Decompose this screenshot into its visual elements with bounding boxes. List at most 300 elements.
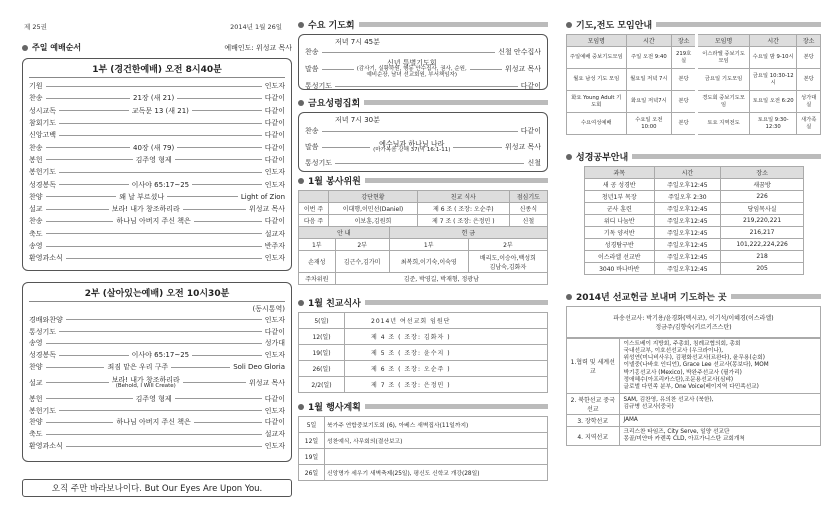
table-cell: 4. 지역선교 <box>567 427 619 446</box>
order-person: 다같이 <box>264 155 285 164</box>
mission-title: 2014년 선교헌금 보내며 기도하는 곳 <box>576 293 727 303</box>
order-row <box>29 428 285 440</box>
table-cell: 토요일 9:30-12:30 <box>749 113 796 135</box>
table-cell: 월요 남성 기도 모임 <box>567 69 627 91</box>
mission-line: 박기홍선교사 (Mexico), 박완주선교사 (필가리) <box>623 369 742 376</box>
table-row <box>567 91 821 113</box>
table-cell: 주일오후12:45 <box>654 179 721 191</box>
second-service-order <box>29 314 285 452</box>
order-person: 인도자 <box>264 442 285 451</box>
order-detail: 왜 날 부르셨나 <box>119 192 165 201</box>
mission-detail <box>619 427 820 446</box>
order-row <box>29 191 285 203</box>
order-row <box>29 215 285 227</box>
worship-leader: 예배인도: 위성교 목사 <box>224 43 292 52</box>
table-cell: 주일오후12:45 <box>654 239 721 251</box>
fri-time: 저녁 7시 30분 <box>335 116 380 124</box>
table-cell: 이보훈,김원희 <box>329 215 418 227</box>
order-row <box>29 393 285 405</box>
table-cell: 이대행,이민선(Daniel) <box>329 203 418 215</box>
order-item: 설교 <box>29 205 43 214</box>
table-cell: 기독 양서반 <box>585 227 655 239</box>
order-person: 인도자 <box>264 315 285 324</box>
mission-line: SAM, 김찬영, 유의찬 선교사 (북한), <box>623 396 714 403</box>
table-cell: 본당 <box>797 69 821 91</box>
table-cell: 주일오후12:45 <box>654 263 721 275</box>
table-row <box>567 339 820 394</box>
order-detail: 21장 (새 21) <box>132 94 175 103</box>
table-cell: 205 <box>721 263 804 275</box>
order-row <box>29 105 285 117</box>
mission-intro-2: 정금주/김향숙(키르키즈스탄) <box>655 324 732 331</box>
table-row <box>299 377 548 393</box>
table-row <box>567 414 820 426</box>
table-row <box>299 361 548 377</box>
table-cell: 북가주 연합중보기도회 (6), 아베스 새벽집사(11일까지) <box>325 417 548 433</box>
fri-order <box>305 125 541 169</box>
wed-box <box>298 34 548 90</box>
table-row <box>299 417 548 433</box>
table-row <box>585 227 804 239</box>
table-cell: 수요여성예배 <box>567 113 627 135</box>
info-column <box>566 0 821 507</box>
table-cell: 최복희,이기숙,이숙영 <box>389 251 468 273</box>
table-cell: 신종식 <box>509 203 547 215</box>
order-item: 봉헌 <box>29 394 43 403</box>
order-item: 성경봉독 <box>29 351 57 360</box>
fri-title: 금요성령집회 <box>308 99 361 109</box>
table-cell: 제 5 조 ( 조장: 윤수지 ) <box>345 345 548 361</box>
table-cell: 2/2(일) <box>299 377 345 393</box>
wed-title: 수요 기도회 <box>308 21 355 31</box>
table-cell: 신앙명가 세우기 새벽축제(25일), 평신도 신학교 개강(28일) <box>325 465 548 481</box>
order-item: 경배와찬양 <box>29 315 63 324</box>
first-service-box <box>22 58 292 271</box>
order-person: 다같이 <box>264 327 285 336</box>
service-title: 1월 봉사위원 <box>308 177 361 187</box>
table-cell: 주일오후12:45 <box>654 227 721 239</box>
fri-box <box>298 112 548 172</box>
order-person: 다같이 <box>264 418 285 427</box>
order-person: 인도자 <box>264 180 286 189</box>
order-item: 찬양 <box>29 192 43 201</box>
mission-detail <box>619 339 820 394</box>
order-person: 인도자 <box>264 168 285 177</box>
mission-line: 이넬중(나바호 인디언), Grace Lee 선교사(몽보다), MOM <box>623 362 769 369</box>
order-person: 위성교 목사 <box>248 205 286 214</box>
table-cell: 19일 <box>299 449 325 465</box>
cell-line: 배리도,이승아,백성희 <box>479 254 536 262</box>
table-row <box>567 113 821 135</box>
table-cell: 226 <box>721 191 804 203</box>
motto-footer: 오직 주만 바라보나이다. But Our Eyes Are Upon You. <box>22 479 292 497</box>
order-item: 찬송 <box>29 94 43 103</box>
mission-line: JAMA <box>623 416 638 423</box>
guide-header: 안 내 <box>299 227 390 239</box>
order-person: 다같이 <box>520 82 541 90</box>
order-row <box>29 405 285 417</box>
table-cell: 성가대실 <box>797 91 821 113</box>
order-person: Soli Deo Gloria <box>233 363 285 372</box>
bible-heading <box>566 150 821 163</box>
table-row <box>567 393 820 414</box>
table-cell: 26일 <box>299 465 325 481</box>
detail-line: (Behold, I Will Create) <box>115 382 176 389</box>
order-detail: 이사야 65:17~25 <box>131 180 190 189</box>
offering-header: 헌 금 <box>389 227 547 239</box>
second-service-box <box>22 282 292 462</box>
order-person: 다같이 <box>264 106 286 115</box>
service-col-pulpit: 강단현황 <box>329 191 418 203</box>
order-row <box>29 117 285 129</box>
order-detail: 하나님 아버지 주신 책은 <box>116 418 191 427</box>
table-cell: 219호실 <box>672 47 697 69</box>
bullet-icon <box>298 22 304 28</box>
table-cell: 제 7 조 ( 조장: 은정민 ) <box>417 215 509 227</box>
issue-number: 제 25권 <box>24 23 47 31</box>
order-row <box>29 166 285 178</box>
order-person: 다같이 <box>264 94 285 103</box>
table-cell: 화요일 저녁7시 <box>626 91 672 113</box>
table-cell: 26(일) <box>299 361 345 377</box>
table-row <box>585 263 804 275</box>
row-label: 다음 주 <box>299 215 329 227</box>
order-person: 다같이 <box>264 217 285 226</box>
table-cell: 장소 <box>797 35 821 47</box>
table-cell: 218 <box>721 251 804 263</box>
service-col-meal: 친교 식사 <box>417 191 509 203</box>
bullet-icon <box>22 45 28 51</box>
table-row <box>585 191 804 203</box>
table-cell: 본당 <box>672 113 697 135</box>
mission-line: 국내선교부, 이호선선교사 (우크라이나), <box>623 348 724 355</box>
order-row <box>305 125 541 137</box>
bible-table <box>584 166 804 275</box>
order-person: 신철 <box>527 159 541 167</box>
table-cell: 수요일 오전 10:00 <box>626 113 672 135</box>
order-row <box>29 240 285 252</box>
order-person: 인도자 <box>264 406 285 415</box>
order-item: 통성기도 <box>29 327 57 336</box>
table-row <box>299 329 548 345</box>
events-table <box>298 416 548 481</box>
order-item: 찬송 <box>305 127 319 135</box>
prayer-heading <box>566 18 821 31</box>
table-row <box>585 179 804 191</box>
table-cell: 시간 <box>626 35 672 47</box>
table-row <box>567 427 820 446</box>
detail-line: 예수님과 하나님 나라 <box>379 139 445 148</box>
table-cell: 화요 Young Adult 기도회 <box>567 91 627 113</box>
first-service-order <box>29 80 285 264</box>
mission-line: 정애혜수(아프리카스탄),조문용선교사(심뱌) <box>623 376 734 383</box>
mission-detail <box>619 393 820 414</box>
order-person: 다같이 <box>264 131 285 140</box>
fellowship-title: 1월 친교식사 <box>308 299 361 309</box>
table-cell: 5(일) <box>299 313 345 329</box>
fellowship-table <box>298 312 548 393</box>
table-cell: 청년1부 목장 <box>585 191 655 203</box>
order-row <box>29 326 285 338</box>
cell-line: 김남숙,김화자 <box>489 263 527 271</box>
part-label: 1부 <box>299 239 336 251</box>
table-row <box>585 203 804 215</box>
wed-time: 저녁 7시 45분 <box>335 38 380 46</box>
order-item: 찬송 <box>29 217 43 226</box>
order-row <box>29 203 285 215</box>
detail-line: (감사기, 실황하원, 행동 안수집사, 권사, 순원, <box>356 66 467 72</box>
order-person: 인도자 <box>264 351 286 360</box>
table-cell: 장소 <box>672 35 697 47</box>
table-cell: 216,217 <box>721 227 804 239</box>
issue-date: 2014년 1월 26일 <box>230 23 282 31</box>
order-row <box>29 338 285 350</box>
detail-line: 신년 특별기도회 <box>386 59 437 67</box>
order-item: 찬양 <box>29 363 43 372</box>
order-item: 통성기도 <box>305 159 333 167</box>
order-row <box>29 154 285 166</box>
order-item: 설교 <box>29 378 43 387</box>
order-row <box>29 178 285 190</box>
order-person: 다같이 <box>264 119 285 128</box>
order-item: 말씀 <box>305 143 319 151</box>
table-cell: 시간 <box>654 167 721 179</box>
table-cell: 새 공 성경반 <box>585 179 655 191</box>
table-cell: 신철 <box>509 215 547 227</box>
table-row <box>299 465 548 481</box>
order-person: 설교자 <box>264 229 285 238</box>
table-cell: 제 6 조 ( 조장: 오순주) <box>417 203 509 215</box>
order-row <box>305 57 541 81</box>
order-item: 환영과소식 <box>29 254 63 263</box>
order-item: 송영 <box>29 242 43 250</box>
row-label: 주차위원 <box>299 273 336 285</box>
table-cell: 제 4 조 ( 조장: 김화자 ) <box>345 329 548 345</box>
table-cell <box>325 449 548 465</box>
table-cell: 본당 <box>672 69 697 91</box>
table-cell: 김준, 박영길, 박재형, 정광남 <box>335 273 547 285</box>
mission-line: 몽골/미얀마 카렌족 CLD, 아프가니스탄 교회개척 <box>623 436 745 443</box>
order-person: 위성교 목사 <box>504 65 541 73</box>
table-cell: 경도회 중보기도모임 <box>697 91 750 113</box>
bullet-icon <box>566 154 572 160</box>
order-detail <box>373 141 450 154</box>
order-detail: 죄짐 맡은 우리 구주 <box>107 363 169 372</box>
mission-line: 크리스찬 타임즈, City Serve, 일양 선교단 <box>623 429 730 435</box>
table-cell: 위디 나눔반 <box>585 215 655 227</box>
order-item: 축도 <box>29 229 43 238</box>
table-cell: 주일오후12:45 <box>654 251 721 263</box>
table-row <box>299 345 548 361</box>
table-cell: 이스라엘 중보기도모임 <box>697 47 750 69</box>
order-detail: 이사야 65:17~25 <box>131 351 190 360</box>
prayer-table <box>566 34 821 135</box>
order-item: 봉헌기도 <box>29 168 57 177</box>
order-item: 성시교독 <box>29 106 57 115</box>
wed-order <box>305 47 541 91</box>
table-cell: 손재성 <box>299 251 336 273</box>
order-item: 찬양 <box>29 418 43 427</box>
table-cell: 3. 장학선교 <box>567 414 619 426</box>
table-cell: 본당 <box>797 47 821 69</box>
order-row <box>29 141 285 153</box>
order-person: 위성교 목사 <box>504 143 542 151</box>
order-person: 위성교 목사 <box>248 378 286 387</box>
part-label: 2부 <box>468 239 547 251</box>
order-item: 참회기도 <box>29 119 57 128</box>
table-row <box>585 239 804 251</box>
bullet-icon <box>298 300 304 306</box>
bullet-icon <box>298 178 304 184</box>
order-row <box>29 361 285 373</box>
second-service-title: 2부 (살아있는예배) 오전 10시30분 <box>29 286 285 302</box>
table-row <box>299 251 548 273</box>
order-detail: 40장 (새 79) <box>132 143 175 152</box>
order-item: 송영 <box>29 339 43 348</box>
table-cell: 제 6 조 ( 조장: 오순주 ) <box>345 361 548 377</box>
part-label: 1부 <box>389 239 468 251</box>
worship-title: 주일 예배순서 <box>32 43 82 52</box>
table-cell: 새가족실 <box>797 113 821 135</box>
bullet-icon <box>566 22 572 28</box>
table-cell: 주일오후12:45 <box>654 203 721 215</box>
table-cell: 5일 <box>299 417 325 433</box>
table-cell: 금요일 10:30-12시 <box>749 69 796 91</box>
table-cell: 주일오후 2:30 <box>654 191 721 203</box>
table-cell: 219,220,221 <box>721 215 804 227</box>
mission-heading <box>566 290 821 303</box>
table-cell: 시간 <box>749 35 796 47</box>
order-detail: 김주영 형제 <box>135 394 172 403</box>
order-item: 통성기도 <box>305 82 333 90</box>
mission-intro-1: 파송선교사: 박기용/윤경화(멕시코), 이기석/이혜경(이스라엘) <box>613 315 774 322</box>
table-cell: 이스라엘 선교반 <box>585 251 655 263</box>
table-cell: 2. 북한선교 중국선교 <box>567 393 619 414</box>
order-item: 성경봉독 <box>29 180 57 189</box>
table-cell: 김근수,김가미 <box>335 251 389 273</box>
service-heading <box>298 174 548 187</box>
order-row <box>305 157 541 169</box>
table-row <box>585 251 804 263</box>
order-item: 봉헌기도 <box>29 406 57 415</box>
table-cell: 12일 <box>299 433 325 449</box>
table-row <box>567 69 821 91</box>
bullet-icon <box>298 100 304 106</box>
order-person: 인도자 <box>264 254 285 263</box>
order-detail: 김주영 형제 <box>135 155 172 164</box>
order-person: Light of Zion <box>240 192 286 201</box>
order-row <box>29 373 285 393</box>
order-item: 찬송 <box>29 143 43 152</box>
table-row <box>299 203 548 215</box>
service-table <box>298 190 548 227</box>
order-person: 반주자 <box>264 242 285 250</box>
detail-line: (마가복음 강해 37(막 16:1-11) <box>373 146 451 153</box>
table-cell: 주일오후12:45 <box>654 215 721 227</box>
order-row <box>305 47 541 57</box>
table-cell: 장소 <box>721 167 804 179</box>
table-row <box>299 433 548 449</box>
events-heading <box>298 400 548 413</box>
order-row <box>29 440 285 452</box>
table-cell: 19(일) <box>299 345 345 361</box>
interpretation-note: (동시통역) <box>252 305 285 313</box>
mission-detail <box>619 414 820 426</box>
table-row <box>299 215 548 227</box>
order-row <box>305 137 541 157</box>
table-cell: 월요일 저녁 7시 <box>626 69 672 91</box>
order-row <box>305 81 541 91</box>
table-cell: 새꿈방 <box>721 179 804 191</box>
table-cell: 당임목사실 <box>721 203 804 215</box>
mission-intro <box>567 307 820 338</box>
order-detail: 보라! 내가 창조하리라 <box>111 205 180 214</box>
fri-heading <box>298 96 548 109</box>
order-person: 설교자 <box>264 430 285 439</box>
mission-box <box>566 306 821 446</box>
order-row <box>29 228 285 240</box>
wed-heading <box>298 18 548 31</box>
order-item: 봉헌 <box>29 155 43 164</box>
order-person: 다같이 <box>264 143 285 152</box>
table-cell: 주일 오전 9:40 <box>626 47 672 69</box>
events-title: 1월 행사계획 <box>308 403 361 413</box>
order-detail: 교독문 13 (새 21) <box>131 106 189 115</box>
fellowship-heading <box>298 296 548 309</box>
table-row <box>567 47 821 69</box>
order-detail: 하나님 아버지 주신 책은 <box>116 217 191 226</box>
order-row <box>29 314 285 326</box>
table-cell: 101,222,224,226 <box>721 239 804 251</box>
detail-line: 보라! 내가 창조하리라 <box>111 375 180 384</box>
table-cell: 금요일 기도모임 <box>697 69 750 91</box>
bullet-icon <box>298 404 304 410</box>
order-person: 성가대 <box>264 339 285 348</box>
table-cell: 모임명 <box>697 35 750 47</box>
table-cell: 토요일 오전 6:20 <box>749 91 796 113</box>
table-cell: 성경탐구반 <box>585 239 655 251</box>
order-detail <box>112 377 180 390</box>
order-row <box>29 417 285 429</box>
table-cell: 토요 지역전도 <box>697 113 750 135</box>
table-cell: 12(일) <box>299 329 345 345</box>
order-item: 환영과소식 <box>29 442 63 451</box>
table-cell: 성찬예식, 사무회의(결산보고) <box>325 433 548 449</box>
order-item: 축도 <box>29 430 43 439</box>
mission-line: 글로벌 다민족 분부, One Voice(베이지역 다민족선교) <box>623 383 759 390</box>
table-row <box>299 313 548 329</box>
bullet-icon <box>566 294 572 300</box>
service-col-prayer: 점심기도 <box>509 191 547 203</box>
table-cell: 과목 <box>585 167 655 179</box>
guide-table <box>298 226 548 285</box>
table-cell: 주일예배 중보기도모임 <box>567 47 627 69</box>
worship-heading <box>22 42 292 53</box>
table-cell: 본당 <box>672 91 697 113</box>
order-person: 인도자 <box>264 82 285 91</box>
order-item: 기원 <box>29 82 43 91</box>
mission-line: 김규병 선교사(중국) <box>623 403 674 410</box>
mission-line: 위성연(미니비사우), 김평화선교사(르완다), 윤무용(순회) <box>623 355 765 362</box>
mission-table <box>567 338 820 445</box>
order-row <box>29 80 285 92</box>
detail-line: 예비순장, 남녀 선교회원, 부서책임자) <box>366 71 458 78</box>
meetings-column <box>298 0 548 507</box>
order-item: 신앙고백 <box>29 131 57 140</box>
worship-column <box>22 0 292 507</box>
mission-line: 이스트베이 지방회, 주총회, 침례교협의회, 총회 <box>623 341 741 347</box>
order-row <box>29 129 285 141</box>
